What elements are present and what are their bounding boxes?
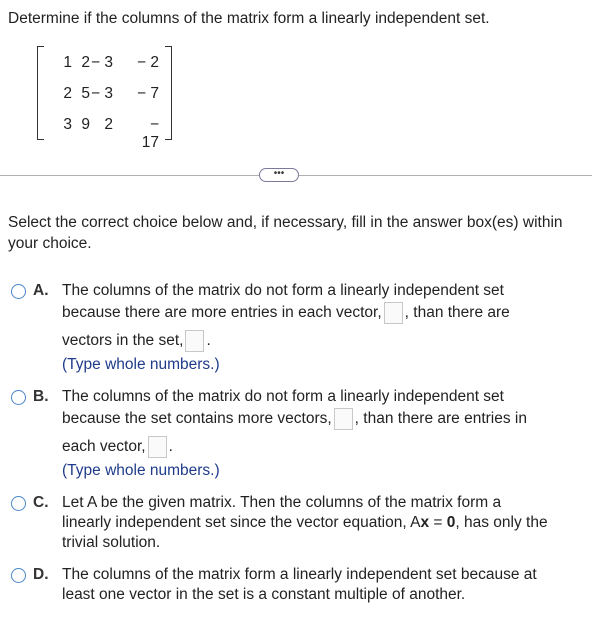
matrix-cell: 2 [81, 54, 90, 71]
choice-a-hint: (Type whole numbers.) [62, 356, 220, 373]
choice-a-answer-box-2[interactable] [185, 330, 204, 352]
choice-d-radio[interactable] [11, 568, 26, 583]
choice-b-line2 [62, 408, 527, 430]
choice-a-line2 [62, 302, 510, 324]
choice-d-line2: least one vector in the set is a constant multiple of another. [62, 586, 466, 603]
choice-c-radio[interactable] [11, 496, 26, 511]
matrix-cell: 9 [81, 116, 90, 133]
choice-c-line1: Let A be the given matrix. Then the columns of the matrix form a [62, 494, 502, 511]
choice-b-line3 [62, 436, 173, 458]
zero-vector: 0 [446, 514, 456, 531]
matrix-cell: 1 [63, 54, 72, 71]
choice-d-line1: The columns of the matrix form a linearly independent set because at [62, 566, 537, 583]
matrix-cell: − 7 [137, 85, 159, 102]
choice-c-line2-end: , has only the [455, 514, 548, 531]
choice-c-line3: trivial solution. [62, 534, 161, 551]
matrix-cell: 2 [63, 85, 72, 102]
choice-b-hint: (Type whole numbers.) [62, 462, 220, 479]
choice-a-line1: The columns of the matrix do not form a linearly independent set [62, 282, 504, 299]
vector-x: x [420, 514, 430, 531]
choice-b-answer-box-1[interactable] [334, 408, 353, 430]
choice-a-answer-box-1[interactable] [384, 302, 403, 324]
choice-c-line2 [62, 514, 548, 532]
equals-sign: = [429, 514, 447, 531]
choice-c-line2-start: linearly independent set since the vector equation, A [62, 514, 421, 531]
choice-b-line2-start: because the set contains more vectors, [62, 410, 332, 428]
choice-b-line3-end: . [168, 438, 173, 456]
matrix-cell: 3 [63, 116, 72, 133]
matrix-cell: − 3 [91, 85, 113, 102]
choice-a-line2-start: because there are more entries in each vector, [62, 304, 382, 322]
choice-b-radio[interactable] [11, 390, 26, 405]
choice-b-letter: B. [33, 388, 49, 405]
matrix-cell: − 17 [141, 116, 159, 151]
matrix-cell: − 2 [137, 54, 159, 71]
instruction-text: Select the correct choice below and, if necessary, fill in the answer box(es) within your choice. [8, 214, 563, 252]
choice-a-line3-end: . [206, 332, 211, 350]
choice-a-radio[interactable] [11, 284, 26, 299]
choice-b-line3-start: each vector, [62, 438, 146, 456]
choice-a-line2-end: , than there are [404, 304, 510, 322]
matrix-cell: − 3 [91, 54, 113, 71]
choice-b-line1: The columns of the matrix do not form a linearly independent set [62, 388, 504, 405]
question-text: Determine if the columns of the matrix form a linearly independent set. [8, 10, 490, 27]
matrix [37, 46, 172, 151]
matrix-cell: 2 [104, 116, 113, 133]
choice-a-line3-start: vectors in the set, [62, 332, 184, 350]
matrix-cell: 5 [81, 85, 90, 102]
expand-more-button[interactable]: ••• [259, 168, 299, 182]
matrix-right-bracket [165, 46, 172, 140]
choice-b-answer-box-2[interactable] [148, 436, 167, 458]
choice-a-line3 [62, 330, 211, 352]
choice-d-letter: D. [33, 566, 49, 583]
choice-c-letter: C. [33, 494, 49, 511]
choice-b-line2-end: , than there are entries in [354, 410, 527, 428]
choice-a-letter: A. [33, 282, 49, 299]
